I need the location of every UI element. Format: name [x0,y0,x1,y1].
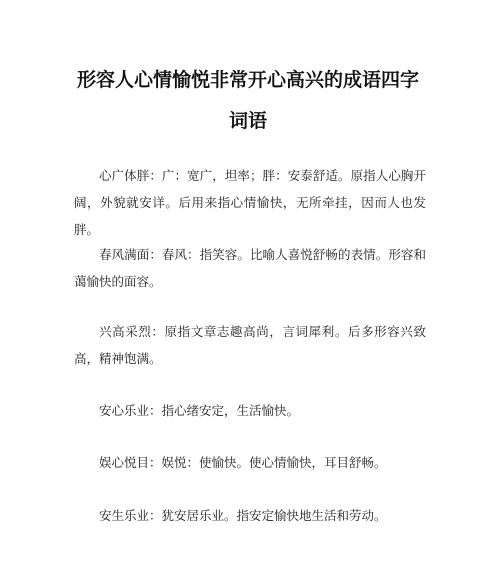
paragraph-an-sheng-le-ye: 安生乐业：犹安居乐业。指安定愉快地生活和劳动。 [99,508,387,523]
paragraph-xing-gao-cai-lie: 兴高采烈：原指文章志趣高尚，言词犀利。后多形容兴致高，精神饱满。 [74,324,426,366]
paragraph-chun-feng-man-mian: 春风满面：春风：指笑容。比喻人喜悦舒畅的表情。形容和蔼愉快的面容。 [74,247,426,289]
document-title-line-2: 词语 [228,110,267,132]
paragraph-an-xin-le-ye: 安心乐业：指心绪安定，生活愉快。 [99,403,300,418]
paragraph-xin-guang-ti-pan: 心广体胖：广：宽广，坦率；胖：安泰舒适。原指人心胸开阔，外貌就安详。后用来指心情愉快，无所牵挂，因而人也发胖。 [74,168,426,237]
paragraph-yu-xin-yue-mu: 娱心悦目：娱悦：使愉快。使心情愉快，耳目舒畅。 [99,455,387,470]
document-title-line-1: 形容人心情愉悦非常开心高兴的成语四字 [76,69,419,91]
